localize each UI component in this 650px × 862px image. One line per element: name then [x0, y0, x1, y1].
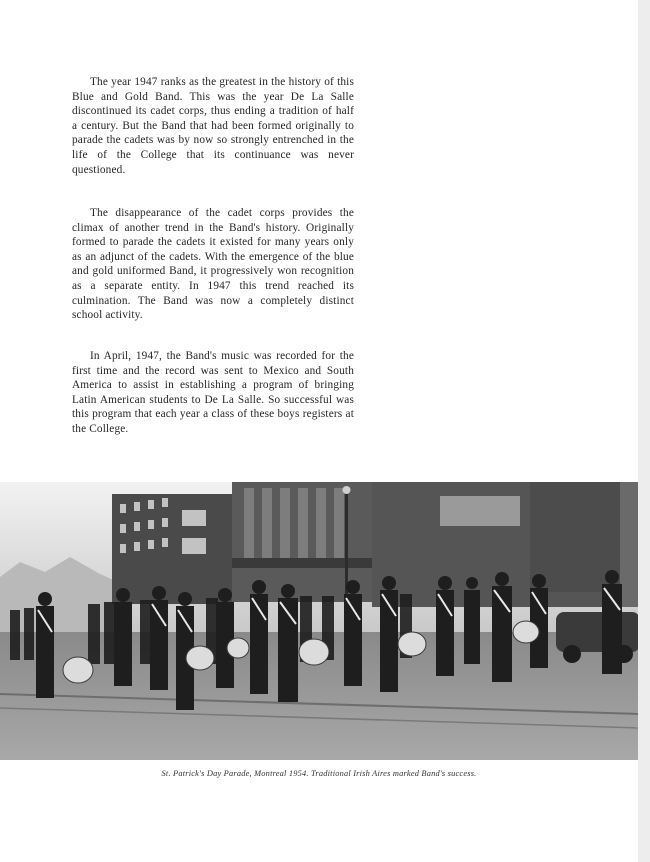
body-paragraph-2: The disappearance of the cadet corps provides the climax of another trend in the Band's history. Originally formed to parade the cadets it existed for many years only as an adjunct of the cadets. With the emergence of the blue and gold uniformed Band, it progressively won recognition as a separate entity. In 1947 this trend reached its culmination. The Band was now a completely distinct school activity.: [72, 207, 354, 322]
photo-caption: St. Patrick's Day Parade, Montreal 1954. Traditional Irish Aires marked Band's success.: [161, 769, 477, 778]
page-edge: [638, 0, 650, 862]
body-paragraph-3: In April, 1947, the Band's music was recorded for the first time and the record was sent to Mexico and South America to assist in establishing a program of bringing Latin American students to De La Salle. So successful was this program that each year a class of these boys registers at the College.: [72, 350, 354, 435]
building-left: [112, 494, 232, 604]
band-parade-photo: [0, 482, 638, 760]
body-paragraph-1: The year 1947 ranks as the greatest in the history of this Blue and Gold Band. This was the year De La Salle discontinued its cadet corps, thus ending a tradition of half a century. But the Band that had been formed originally to parade the cadets was by now so strongly entrenched in the life of the College that its continuance was never questioned.: [72, 76, 354, 176]
